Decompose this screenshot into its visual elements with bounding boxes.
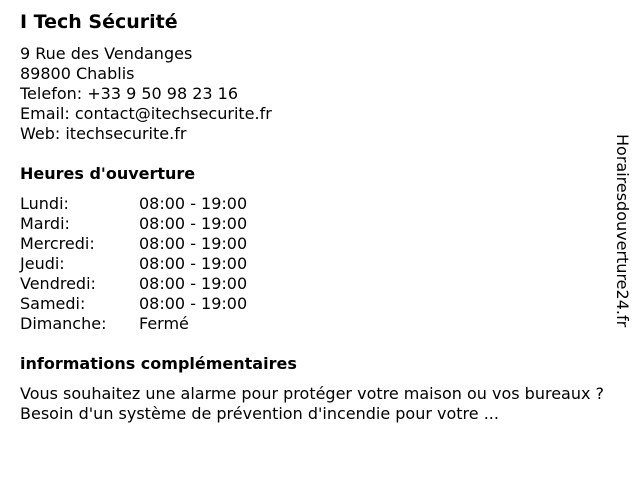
day-label: Vendredi: [20, 274, 96, 293]
day-hours: Fermé [139, 314, 189, 333]
hours-row-vendredi [20, 274, 300, 294]
hours-row-dimanche [20, 314, 300, 334]
day-label: Mercredi: [20, 234, 95, 253]
day-hours: 08:00 - 19:00 [139, 234, 248, 253]
day-hours: 08:00 - 19:00 [139, 194, 248, 213]
hours-row-samedi [20, 294, 300, 314]
hours-table [20, 194, 300, 334]
day-label: Lundi: [20, 194, 69, 213]
watermark-text: Horairesdouverture24.fr [613, 134, 632, 328]
email-address: Email: contact@itechsecurite.fr [20, 104, 272, 123]
hours-row-mardi [20, 214, 300, 234]
day-hours: 08:00 - 19:00 [139, 254, 248, 273]
hours-row-mercredi [20, 234, 300, 254]
day-hours: 08:00 - 19:00 [139, 214, 248, 233]
day-label: Mardi: [20, 214, 70, 233]
day-hours: 08:00 - 19:00 [139, 274, 248, 293]
street-address: 9 Rue des Vendanges [20, 44, 193, 63]
day-label: Jeudi: [20, 254, 65, 273]
hours-row-jeudi [20, 254, 300, 274]
hours-heading: Heures d'ouverture [20, 164, 196, 183]
contact-block [20, 44, 272, 144]
website: Web: itechsecurite.fr [20, 124, 187, 143]
city-address: 89800 Chablis [20, 64, 135, 83]
hours-row-lundi [20, 194, 300, 214]
day-label: Dimanche: [20, 314, 107, 333]
info-description: Vous souhaitez une alarme pour protéger votre maison ou vos bureaux ? Besoin d'un système de prévention d'incendie pour votre ... [20, 384, 605, 423]
info-heading: informations complémentaires [20, 354, 297, 373]
day-label: Samedi: [20, 294, 86, 313]
business-name: I Tech Sécurité [20, 11, 178, 33]
phone-number: Telefon: +33 9 50 98 23 16 [20, 84, 239, 103]
day-hours: 08:00 - 19:00 [139, 294, 248, 313]
